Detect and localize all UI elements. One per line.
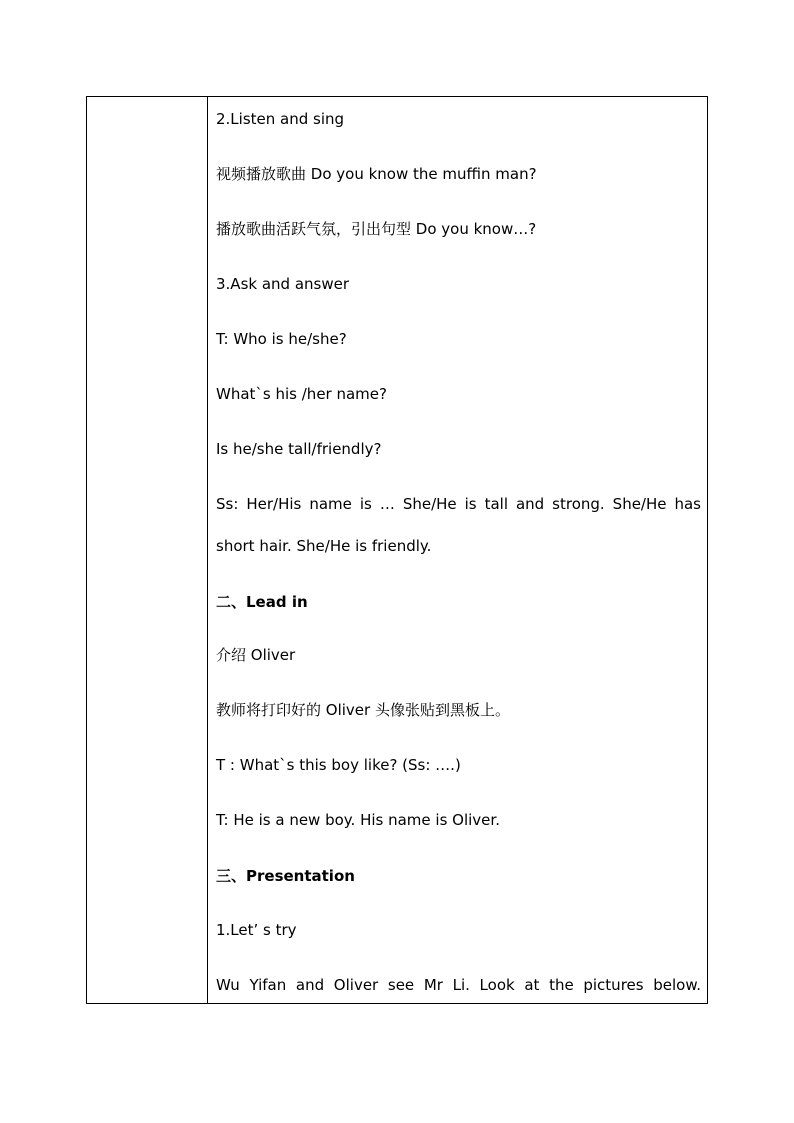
text-line: 教师将打印好的 Oliver 头像张贴到黑板上。 [216,701,510,719]
section-lets-try: 1.Let’ s try [216,921,297,939]
text-line: Wu Yifan and Oliver see Mr Li. Look at the pictures below. [216,976,701,994]
lesson-plan-table [86,96,708,1004]
text-line: 视频播放歌曲 Do you know the muffin man? [216,165,537,183]
text-line: What`s his /her name? [216,385,387,403]
section-listen-and-sing: 2.Listen and sing [216,110,345,128]
text-line: T: He is a new boy. His name is Oliver. [216,811,500,829]
text-line: Ss: Her/His name is … She/He is tall and strong. She/He has [216,495,701,513]
table-left-column [87,97,208,1003]
heading-lead-in: 二、Lead in [216,593,308,611]
text-line: short hair. She/He is friendly. [216,537,432,555]
heading-presentation: 三、Presentation [216,867,355,885]
text-line: T : What`s this boy like? (Ss: ….) [216,756,461,774]
section-ask-and-answer: 3.Ask and answer [216,275,350,293]
text-line: 播放歌曲活跃气氛，引出句型 Do you know…? [216,220,537,238]
text-line: Is he/she tall/friendly? [216,440,382,458]
table-content-column [208,97,707,1003]
text-line: 介绍 Oliver [216,646,296,664]
text-line: T: Who is he/she? [216,330,347,348]
